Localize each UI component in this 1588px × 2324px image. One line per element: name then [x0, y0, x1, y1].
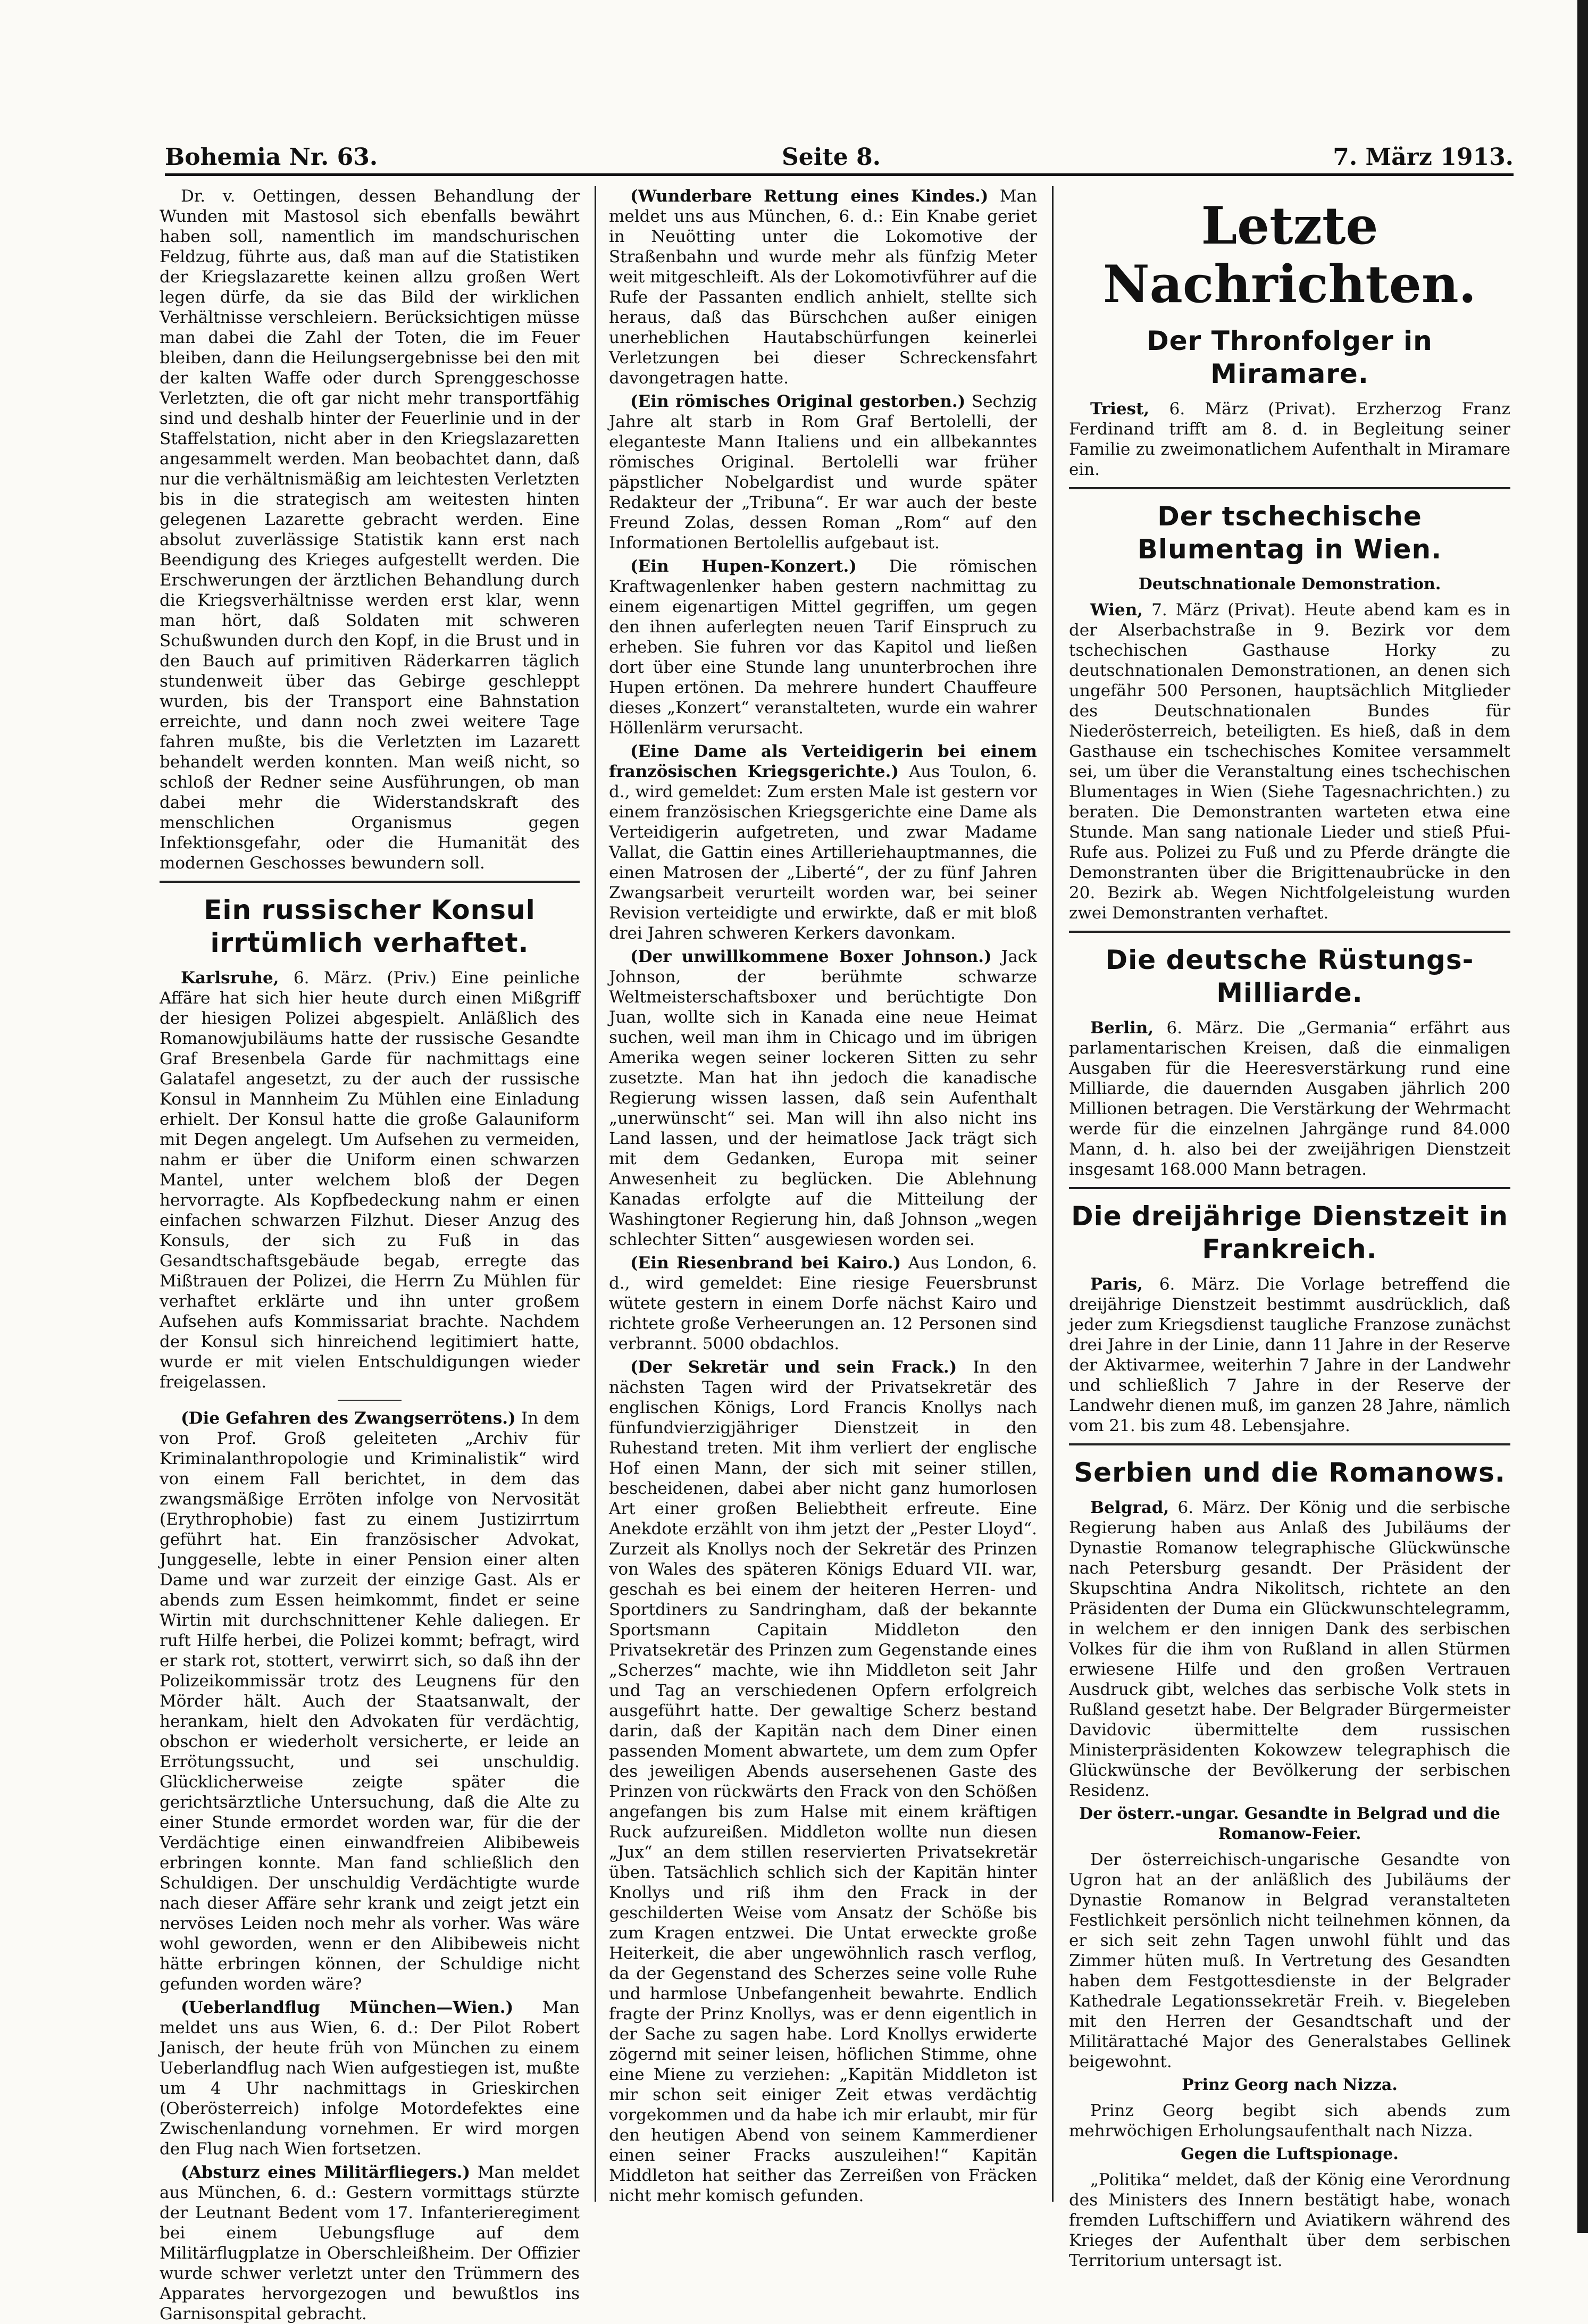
headline-blumentag: Der tschechische Blumentag in Wien.: [1137, 501, 1442, 565]
article-konsul: Karlsruhe, 6. März. (Priv.) Eine peinliche Affäre hat sich hier heute durch einen Mißgriff der hiesigen Polizei abgespielt. Anläßlich des Romanowjubiläums hatte der russische Gesandte Graf Bresenbela Garde für nachmittags eine Galatafel angesetzt, zu der auch der russische Konsul in Mannheim Zu Mühlen eine Einladung erhielt. Der Konsul hatte die große Galauniform mit Degen angelegt. Um Aufsehen zu vermeiden, nahm er über die Uniform einen schwarzen Mantel, unter welchem bloß der Degen hervorragte. Als Kopfbedeckung nahm er einen einfachen schwarzen Filzhut. Dieser Anzug des Konsuls, der sich zu Fuß in das Gesandtschaftsgebäude begab, erregte das Mißtrauen der Polizei, die Herrn Zu Mühlen für verhaftet erklärte und ihn unter großem Aufsehen aufs Kommissariat brachte. Nachdem der Konsul sich hinreichend legitimiert hatte, wurde er mit vielen Entschuldigungen wieder freigelassen.: [160, 968, 580, 1392]
dateline: Wien,: [1090, 600, 1143, 620]
section-masthead: Letzte Nachrichten.: [1102, 196, 1477, 314]
article-title: (Der Sekretär und sein Frack.): [630, 1358, 957, 1377]
page-number: Seite 8.: [782, 144, 881, 171]
dateline: Berlin,: [1090, 1018, 1154, 1038]
article-oettingen: Dr. v. Oettingen, dessen Behandlung der Wunden mit Mastosol sich ebenfalls bewährt haben soll, namentlich im mandschurischen Feldzug, führte aus, daß man auf die Statistiken der Kriegslazarette keinen allzu großen Wert legen dürfe, da sie das Bild der wirklichen Verhältnisse verschleiern. Berücksichtigen müsse man dabei die Zahl der Toten, die im Feuer bleiben, dann die Heilungsergebnisse bei den mit der kalten Waffe oder durch Sprenggeschosse Verletzten, die oft gar nicht mehr transportfähig sind und deshalb hinter der Feuerlinie und in der Staffelstation, nicht aber in den Kriegslazaretten angesammelt werden. Man beobachtet dann, daß nur die verhältnismäßig am leichtesten Verletzten bis in die strategisch am weitesten hinten gelegenen Lazarette gebracht werden. Eine absolut zuverlässige Statistik kann erst nach Beendigung des Krieges aufgestellt werden. Die Erschwerungen der ärztlichen Behandlung durch die Kriegsverhältnisse werden erst klar, wenn man hört, daß Soldaten mit schweren Schußwunden durch den Kopf, in die Brust und in den Bauch auf primitiven Räderkarren täglich stundenweit über das Gebirge geschleppt wurden, bis der Transport eine Bahnstation erreichte, und dann noch zwei weitere Tage fahren mußte, bis die Verletzten im Lazarett behandelt werden konnten. Man weiß nicht, so schloß der Redner seine Ausführungen, ob man dabei mehr die Widerstandskraft des menschlichen Organismus gegen Infektionsgefahr, oder die Humanität des modernen Geschosses bewundern soll.: [160, 187, 580, 873]
article-frack: (Der Sekretär und sein Frack.) In den nächsten Tagen wird der Privatsekretär des englischen Königs, Lord Francis Knollys nach fünfundvierzigjähriger Dienstzeit in den Ruhestand treten. Mit ihm verliert der englische Hof einen Mann, der sich mit seiner stillen, bescheidenen, dabei aber nicht ganz humorlosen Art einer großen Beliebtheit erfreute. Eine Anekdote erzählt von ihm jetzt der „Pester Lloyd“. Zurzeit als Knollys noch der Sekretär des Prinzen von Wales des späteren Königs Eduard VII. war, geschah es bei einem der heiteren Herren- und Sportdiners zu Sandringham, daß der bekannte Sportsmann Capitain Middleton den Privatsekretär des Prinzen zum Gegenstande eines „Scherzes“ machte, wie ihn Middleton seit Jahr und Tag an verschiedenen Opfern erfolgreich ausgeführt hatte. Der gewaltige Scherz bestand darin, daß der Kapitän nach dem Diner einen passenden Moment abwartete, um dem zum Opfer des jeweiligen Abends ausersehenen Gaste des Prinzen von rückwärts den Frack von den Schößen angefangen bis zum Halse mit einem kräftigen Ruck aufzureißen. Middleton wollte nun diesen „Jux“ an dem stillen reservierten Privatsekretär üben. Tatsächlich schlich sich der Kapitän hinter Knollys und riß ihm den Frack in der geschilderten Weise vom Ansatz der Schöße bis zum Kragen entzwei. Die Untat erweckte große Heiterkeit, die aber ungewöhnlich rasch verflog, da der Gegenstand des Scherzes seine volle Ruhe und harmlose Unbefangenheit bewahrte. Endlich fragte der Prinz Knollys, was er denn eigentlich in der Sache zu sagen habe. Lord Knollys erwiderte zögernd mit seiner leisen, höflichen Stimme, ohne eine Miene zu verziehen: „Kapitän Middleton ist mir schon seit einiger Zeit etwas verdächtig vorgekommen und da habe ich mir erlaubt, mir für den heutigen Abend von seinem Kammerdiener einen seiner Fracks auszuleihen!“ Kapitän Middleton hat seither das Zerreißen von Fräcken nicht mehr komisch gefunden.: [609, 1358, 1037, 2205]
scan-edge: [1577, 0, 1588, 2233]
dateline: Triest,: [1090, 399, 1150, 419]
newspaper-issue: Bohemia Nr. 63.: [165, 144, 378, 171]
article-title: (Ein römisches Original gestorben.): [630, 392, 966, 411]
article-kairo: (Ein Riesenbrand bei Kairo.) Aus London, 6. d., wird gemeldet: Eine riesige Feuersbrunst wütete gestern in einem Dorfe nächst Kairo und richtete große Verheerungen an. 12 Personen sind verbrannt. 5000 obdachlos.: [609, 1253, 1037, 1353]
article-title: (Eine Dame als Verteidigerin bei einem französischen Kriegsgerichte.): [609, 742, 1037, 781]
article-absturz: (Absturz eines Militärfliegers.) Man meldet aus München, 6. d.: Gestern vormittags stürzte der Leutnant Bedent vom 17. Infanterieregiment bei einem Uebungsfluge auf dem Militärflugplatze in Oberschleißheim. Der Offizier wurde schwer verletzt unter den Trümmern des Apparates hervorgezogen und bewußtlos ins Garnisonspital gebracht.: [160, 2163, 580, 2323]
section-rule: [1069, 931, 1510, 933]
headline-thronfolger: Der Thronfolger in Miramare.: [1147, 325, 1433, 389]
section-rule: [1069, 487, 1510, 489]
article-prinz-georg: Prinz Georg begibt sich abends zum mehrwöchigen Erholungsaufenthalt nach Nizza.: [1069, 2101, 1510, 2141]
subheading-demonstration: Deutschnationale Demonstration.: [1138, 575, 1441, 593]
dateline: Paris,: [1090, 1275, 1143, 1294]
headline-dienstzeit: Die dreijährige Dienstzeit in Frankreich.: [1071, 1201, 1508, 1265]
column-divider: [595, 186, 596, 2202]
article-ueberlandflug: (Ueberlandflug München—Wien.) Man meldet uns aus Wien, 6. d.: Der Pilot Robert Janisch, der heute früh von München zu einem Ueberlandflug nach Wien aufgestiegen ist, mußte um 4 Uhr nachmittags in Grieskirchen (Oberösterreich) infolge Motordefektes eine Zwischenlandung vornehmen. Er wird morgen den Flug nach Wien fortsetzen.: [160, 1998, 580, 2159]
headline-konsul: Ein russischer Konsul irrtümlich verhaftet.: [204, 895, 536, 958]
article-thronfolger: Triest, 6. März (Privat). Erzherzog Franz Ferdinand trifft am 8. d. in Begleitung seiner Familie zu zweimonatlichem Aufenthalt in Miramare ein.: [1069, 399, 1510, 479]
headline-milliarde: Die deutsche Rüstungs-Milliarde.: [1105, 944, 1474, 1008]
subheading-gesandte: Der österr.-ungar. Gesandte in Belgrad und die Romanow-Feier.: [1079, 1804, 1500, 1843]
article-milliarde: Berlin, 6. März. Die „Germania“ erfährt aus parlamentarischen Kreisen, daß die einmaligen Ausgaben für die Heeresverstärkung rund eine Milliarde, die dauernden Ausgaben jährlich 200 Millionen betragen. Die Verstärkung der Wehrmacht werde für die einzelnen Jahrgänge rund 84.000 Mann, d. h. also bei der zweijährigen Dienstzeit insgesamt 168.000 Mann betragen.: [1069, 1018, 1510, 1179]
section-rule: [1069, 1443, 1510, 1445]
dateline: Karlsruhe,: [181, 968, 279, 988]
issue-date: 7. März 1913.: [1333, 144, 1514, 171]
article-original: (Ein römisches Original gestorben.) Sechzig Jahre alt starb in Rom Graf Bertolelli, der eleganteste Mann Italiens und ein allbekanntes römisches Original. Bertolelli war früher päpstlicher Nobelgardist und wurde später Redakteur der „Tribuna“. Er war auch der beste Freund Zolas, dessen Roman „Rom“ auf den Informationen Bertolellis aufgebaut ist.: [609, 392, 1037, 553]
article-title: (Die Gefahren des Zwangserrötens.): [181, 1409, 516, 1428]
column-1: [160, 186, 580, 2323]
article-dienstzeit: Paris, 6. März. Die Vorlage betreffend die dreijährige Dienstzeit bestimmt ausdrücklich, daß jeder zum Kriegsdienst taugliche Franzose zunächst drei Jahre in der Linie, dann 11 Jahre in der Reserve der Aktivarmee, weiterhin 7 Jahre in der Landwehr und schließlich 7 Jahre in der Reserve der Landwehr dienen muß, im ganzen 28 Jahre, nämlich vom 21. bis zum 48. Lebensjahre.: [1069, 1275, 1510, 1435]
article-hupen: (Ein Hupen-Konzert.) Die römischen Kraftwagenlenker haben gestern nachmittag zu einem eigenartigen Mittel gegriffen, um gegen den ihnen auferlegten neuen Tarif Einspruch zu erheben. Sie fuhren vor das Kapitol und ließen dort über eine Stunde lang ununterbrochen ihre Hupen ertönen. Da mehrere hundert Chauffeure dieses „Konzert“ veranstalteten, wurde ein wahrer Höllenlärm verursacht.: [609, 557, 1038, 738]
subheading-luftspionage: Gegen die Luftspionage.: [1181, 2145, 1399, 2163]
article-title: (Der unwillkommene Boxer Johnson.): [630, 947, 992, 966]
article-romanows: Belgrad, 6. März. Der König und die serbische Regierung haben aus Anlaß des Jubiläums der Dynastie Romanow telegraphische Glückwünsche nach Petersburg gesandt. Der Präsident der Skupschtina Andra Nikolitsch, richtete an den Präsidenten der Duma ein Glückwunschtelegramm, in welchem er den innigen Dank des serbischen Volkes für die ihm von Rußland in allen Stürmen erwiesene Hilfe und den großen Vertrauen Ausdruck gibt, welches das serbische Volk stets in Rußland gesetzt habe. Der Belgrader Bürgermeister Davidovic übermittelte dem russischen Ministerpräsidenten Kokowzew telegraphisch die Glückwünsche der Bevölkerung der serbischen Residenz.: [1069, 1498, 1510, 1800]
article-title: (Wunderbare Rettung eines Kindes.): [630, 187, 989, 206]
column-3: [1069, 186, 1510, 2270]
article-verteidigerin: (Eine Dame als Verteidigerin bei einem französischen Kriegsgerichte.) Aus Toulon, 6. d., wird gemeldet: Zum ersten Male ist gestern vor einem französischen Kriegsgerichte eine Dame als Verteidigerin aufgetreten, und zwar Madame Vallat, die Gattin eines Artilleriehauptmannes, die einen Matrosen der „Liberté“, der zu fünf Jahren Zwangsarbeit verurteilt worden war, bei seiner Revision verteidigte und erwirkte, daß er mit bloß drei Jahren schweren Kerkers davonkam.: [609, 742, 1038, 943]
article-blumentag: Wien, 7. März (Privat). Heute abend kam es in der Alserbachstraße in 9. Bezirk vor dem tschechischen Gasthause Horky zu deutschnationalen Demonstrationen, an denen sich ungefähr 500 Personen, hauptsächlich Mitglieder des Deutschnationalen Bundes für Niederösterreich, beteiligten. Es hieß, daß in dem Gasthause ein tschechisches Komitee versammelt sei, um über die Veranstaltung eines tschechischen Blumentages in Wien (Siehe Tagesnachrichten.) zu beraten. Die Demonstranten warteten etwa eine Stunde. Man sang nationale Lieder und stieß Pfui-Rufe aus. Polizei zu Fuß und zu Pferde drängte die Demonstranten über die Brigittenaubrücke in den 20. Bezirk ab. Wegen Nichtfolgeleistung wurden zwei Demonstranten verhaftet.: [1069, 600, 1510, 923]
article-luftspionage: „Politika“ meldet, daß der König eine Verordnung des Ministers des Innern bestätigt habe, wonach fremden Luftschiffern und Aviatikern während des Krieges der Aufenthalt über dem serbischen Territorium untersagt ist.: [1069, 2170, 1510, 2270]
headline-romanows: Serbien und die Romanows.: [1074, 1457, 1506, 1488]
section-rule: [1069, 1187, 1510, 1189]
article-title: (Ein Hupen-Konzert.): [630, 557, 857, 576]
short-rule: [338, 1400, 402, 1401]
column-2: [609, 186, 1038, 2205]
header-rule: [165, 173, 1514, 176]
column-divider: [1052, 186, 1054, 2202]
article-title: (Ein Riesenbrand bei Kairo.): [630, 1253, 901, 1273]
article-title: (Absturz eines Militärfliegers.): [181, 2163, 471, 2182]
article-zwangserroeten: (Die Gefahren des Zwangserrötens.) In dem von Prof. Groß geleiteten „Archiv für Kriminalanthropologie und Kriminalistik“ wird von einem Fall berichtet, in dem das zwangsmäßige Erröten infolge von Nervosität (Erythrophobie) fast zu einem Justizirrtum geführt hat. Ein französischer Advokat, Junggeselle, lebte in einer Pension einer alten Dame und war zurzeit der einzige Gast. Als er abends zum Essen heimkommt, findet er seine Wirtin mit durchschnittener Kehle daliegen. Er ruft Hilfe herbei, die Polizei kommt; befragt, wird er stark rot, stottert, verwirrt sich, so daß ihn der Polizeikommissär trotz des Leugnens für den Mörder hält. Auch der Staatsanwalt, der herankam, hielt den Advokaten für verdächtig, obschon er wiederholt versicherte, er leide an Errötungssucht, und sei unschuldig. Glücklicherweise zeigte später die gerichtsärztliche Untersuchung, daß die Alte zu einer Stunde ermordet worden war, für die der Verdächtige einen einwandfreien Alibibeweis erbringen konnte. Man fand schließlich den Schuldigen. Der unschuldig Verdächtigte wurde nach dieser Affäre sehr krank und zeigt jetzt ein nervöses Leiden noch mehr als vorher. Was wäre wohl geworden, wenn er den Alibibeweis nicht hätte erbringen können, der Schuldige nicht gefunden worden wäre?: [160, 1409, 580, 1994]
subheading-prinz-georg: Prinz Georg nach Nizza.: [1182, 2076, 1398, 2094]
section-rule: [160, 881, 580, 883]
dateline: Belgrad,: [1090, 1498, 1169, 1517]
article-rettung: (Wunderbare Rettung eines Kindes.) Man meldet uns aus München, 6. d.: Ein Knabe geriet in Neuötting unter die Lokomotive der Straßenbahn und wurde mehr als fünfzig Meter weit mitgeschleift. Als der Lokomotivführer auf die Rufe der Passanten endlich anhielt, stellte sich heraus, daß das Bürschchen außer einigen unerheblichen Hautabschürfungen keinerlei Verletzungen bei dieser Schreckensfahrt davongetragen hatte.: [609, 187, 1038, 388]
article-title: (Ueberlandflug München—Wien.): [181, 1998, 514, 2017]
article-gesandte: Der österreichisch-ungarische Gesandte von Ugron hat an der anläßlich des Jubiläums der Dynastie Romanow in Belgrad veranstalteten Festlichkeit persönlich nicht teilnehmen können, da er sich seit zehn Tagen unwohl fühlt und das Zimmer hüten muß. In Vertretung des Gesandten haben dem Festgottesdienste in der Belgrader Kathedrale Legationssekretär Freih. v. Biegeleben mit den Herren der Gesandtschaft und der Militärattaché Major des Generalstabes Gellinek beigewohnt.: [1069, 1850, 1510, 2071]
article-johnson: (Der unwillkommene Boxer Johnson.) Jack Johnson, der berühmte schwarze Weltmeisterschaftsboxer und berüchtigte Don Juan, wollte sich in Kanada eine neue Heimat suchen, weil man ihm in Chicago und im übrigen Amerika wegen seiner lockeren Sitten zu sehr zusetzte. Man hat ihn jedoch die kanadische Regierung wissen lassen, daß sein Aufenthalt „unerwünscht“ sei. Man will ihn also nicht ins Land lassen, und der heimatlose Jack trägt sich mit dem Gedanken, Europa mit seiner Anwesenheit zu beglücken. Die Ablehnung Kanadas erfolgte auf die Mitteilung der Washingtoner Regierung hin, daß Johnson „wegen schlechter Sitten“ ausgewiesen worden sei.: [609, 947, 1037, 1249]
page-header: [165, 144, 1514, 175]
